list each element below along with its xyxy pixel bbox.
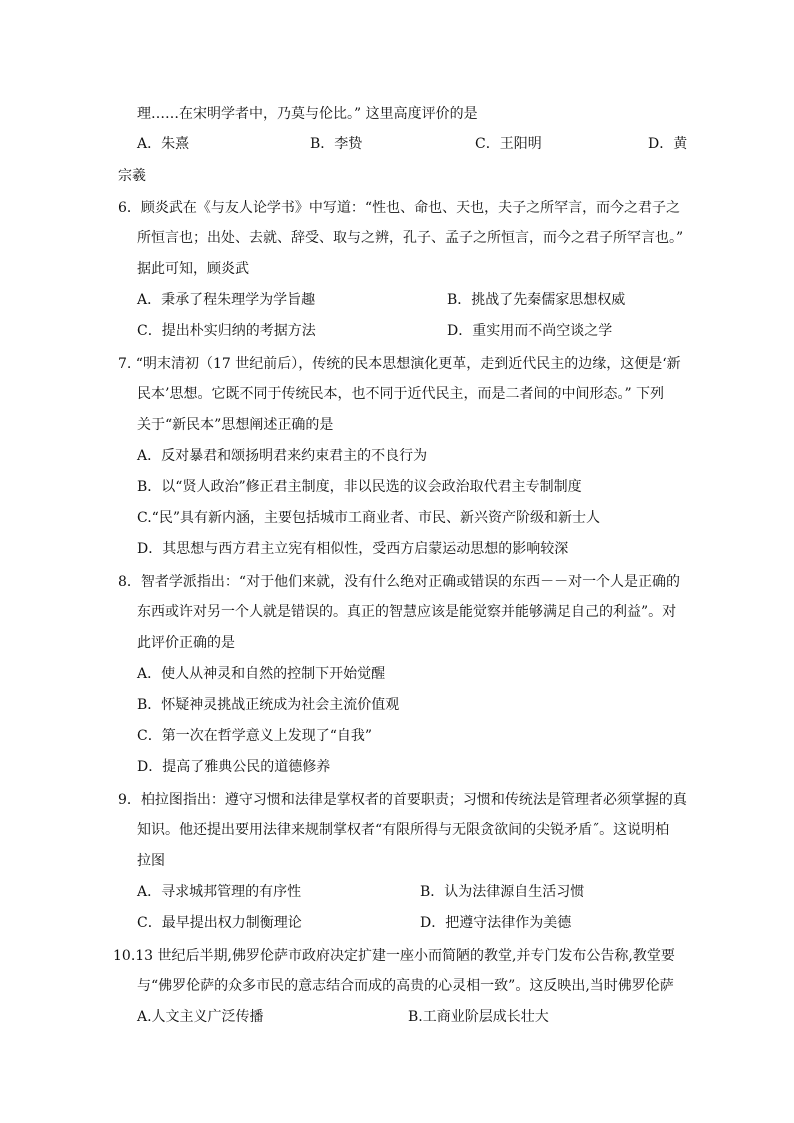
q5-option-a: A．朱熹 [137,136,190,152]
q8-line-3: 此评价正确的是 [137,635,235,651]
q5-option-b: B．李贽 [310,136,363,152]
q9-line-1: 9．柏拉图指出：遵守习惯和法律是掌权者的首要职责；习惯和传统法是管理者必须掌握的真 [118,792,687,808]
q6-option-d: D．重实用而不尚空谈之学 [447,323,613,339]
q8-line-1: 8．智者学派指出：“对于他们来就，没有什么绝对正确或错误的东西－－对一个人是正确的 [118,574,681,590]
q7-line-1: 7. “明末清初（17 世纪前后），传统的民本思想演化更革，走到近代民主的边缘，这便是‘新 [118,356,681,372]
q5-stem-end: 理……在宋明学者中，乃莫与伦比。” 这里高度评价的是 [137,106,478,122]
q8-line-2: 东西或许对另一个人就是错误的。真正的智慧应该是能觉察并能够满足自己的利益”。对 [137,604,677,620]
q7-option-a: A．反对暴君和颂扬明君来约束君主的不良行为 [137,448,428,464]
q10-line-1: 10.13 世纪后半期,佛罗伦萨市政府决定扩建一座小而简陋的教堂,并专门发布公告称,教堂要 [113,948,675,964]
q7-option-b: B．以“贤人政治”修正君主制度，非以民选的议会政治取代君主专制制度 [137,479,582,495]
q10-line-2: 与“佛罗伦萨的众多市民的意志结合而成的高贵的心灵相一致”。这反映出,当时佛罗伦萨 [137,978,674,994]
q9-option-c: C．最早提出权力制衡理论 [137,915,302,931]
q6-line-2: 所恒言也；出处、去就、辞受、取与之辨，孔子、孟子之所恒言，而今之君子所罕言也。” [137,230,684,246]
q7-line-3: 关于“新民本”思想阐述正确的是 [137,417,334,433]
q6-option-c: C．提出朴实归纳的考据方法 [137,323,316,339]
q5-option-d-continued: 宗羲 [118,168,146,184]
q9-option-b: B．认为法律源自生活习惯 [420,884,585,900]
q8-option-c: C．第一次在哲学意义上发现了“自我” [137,728,373,744]
q9-option-a: A．寻求城邦管理的有序性 [137,884,302,900]
q7-option-c: C.“民”具有新内涵，主要包括城市工商业者、市民、新兴资产阶级和新士人 [137,510,600,526]
q7-line-2: 民本’思想。它既不同于传统民本，也不同于近代民主，而是二者间的中间形态。” 下列 [137,386,665,402]
q9-option-d: D．把遵守法律作为美德 [420,915,572,931]
q6-line-3: 据此可知，顾炎武 [137,261,249,277]
q9-line-2: 知识。他还提出要用法律来规制掌权者“有限所得与无限贪欲间的尖锐矛盾˝。这说明柏 [137,822,670,838]
q6-option-b: B．挑战了先秦儒家思想权威 [447,292,626,308]
q5-option-d: D．黄 [648,136,688,152]
q6-line-1: 6．顾炎武在《与友人论学书》中写道：“性也、命也、天也，夫子之所罕言，而今之君子之 [118,200,681,216]
q9-line-3: 拉图 [137,853,165,869]
q8-option-b: B．怀疑神灵挑战正统成为社会主流价值观 [137,697,400,713]
q8-option-d: D．提高了雅典公民的道德修养 [137,759,331,775]
q6-option-a: A．秉承了程朱理学为学旨趣 [137,292,316,308]
q5-option-c: C．王阳明 [475,136,542,152]
q10-option-a: A.人文主义广泛传播 [137,1009,264,1025]
q8-option-a: A．使人从神灵和自然的控制下开始觉醒 [137,666,386,682]
q7-option-d: D．其思想与西方君主立宪有相似性，受西方启蒙运动思想的影响较深 [137,541,569,557]
q10-option-b: B.工商业阶层成长壮大 [408,1009,549,1025]
